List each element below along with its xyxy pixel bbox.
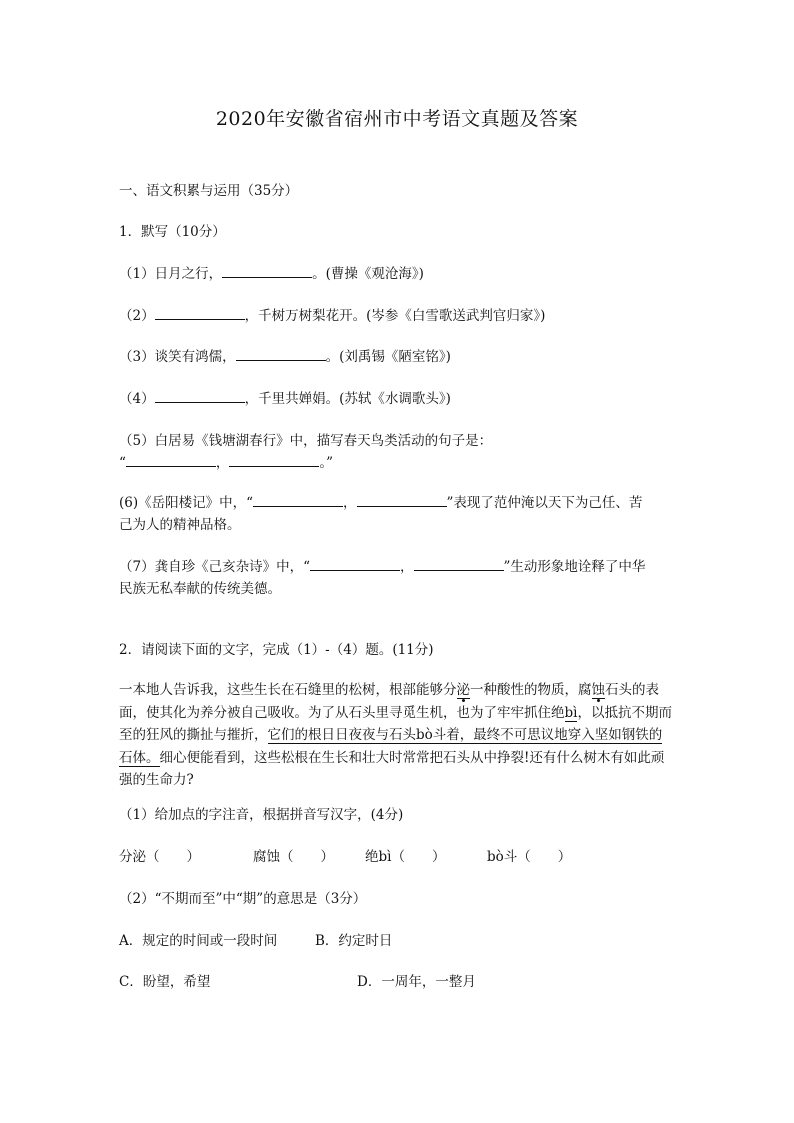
q1-item-6-line2: 己为人的精神品格。 [119,517,241,533]
q1-item-4: （4） ，千里共婵娟。(苏轼《水调歌头》) [119,388,451,410]
reading-passage: 一本地人告诉我，这些生长在石缝里的松树，根部能够分泌一种酸性的物质，腐蚀石头的表面，使其化为养分被自己吸收。为了从石头里寻觅生机，也为了牢牢抓住绝bì，以抵抗不期而至的狂风的撕扯与摧折，它们的根日日夜夜与石头bò斗着，最终不可思议地穿入坚如钢铁的石体。细心便能看到，这些松根在生长和壮大时常常把石头从中挣裂!还有什么树木有如此顽强的生命力? [119,682,672,788]
pinyin-item-juebi: 绝bì（ ） [365,849,446,865]
answer-blank[interactable] [310,556,400,571]
answer-blank[interactable] [126,452,216,467]
q1-item-6-line1: (6)《岳阳楼记》中，“ ， ”表现了范仲淹以天下为己任、苦 [119,492,642,514]
q1-item-2: （2） ，千树万树梨花开。(岑参《白雪歌送武判官归家》) [119,305,545,327]
underlined-sentence: 它们的根日日夜夜与石头bò斗着，最终不可思议地穿入坚如钢铁的石体。 [119,727,663,766]
q1-item-7-line2: 民族无私奉献的传统美德。 [119,581,281,597]
answer-blank[interactable] [222,263,312,278]
answer-blank[interactable] [357,492,447,507]
pinyin-item-bodou: bò斗（ ） [487,849,572,865]
q1-item-3: （3）谈笑有鸿儒， 。(刘禹锡《陋室铭》) [119,346,451,368]
option-a: A．规定的时间或一段时间 [119,933,278,949]
answer-blank[interactable] [229,452,319,467]
q1-item-5-line1: （5）白居易《钱塘湖春行》中，描写春天鸟类活动的句子是： [119,433,493,449]
answer-blank[interactable] [155,305,245,320]
dotted-char: 蚀 [591,682,605,698]
pinyin-item-fushi: 腐蚀（ ） [253,849,334,865]
q1-item-5-line2: “ ， 。” [119,452,333,474]
pinyin-underlined: bì [564,704,578,721]
q1-item-1: （1）日月之行， 。(曹操《观沧海》) [119,263,424,285]
question-1-heading: 1．默写（10分） [119,224,226,240]
document-title: 2020年安徽省宿州市中考语文真题及答案 [215,108,579,130]
answer-blank[interactable] [414,556,504,571]
pinyin-item-fenmi: 分泌（ ） [119,849,200,865]
dotted-char: 泌 [456,682,470,698]
answer-blank[interactable] [155,388,245,403]
option-c: C．盼望，希望 [119,974,211,990]
answer-blank[interactable] [253,492,343,507]
question-2-heading: 2．请阅读下面的文字，完成（1）-（4）题。(11分) [119,642,434,658]
q2-sub2-heading: （2）“不期而至”中“期”的意思是（3分） [119,891,367,907]
section-heading: 一、语文积累与运用（35分） [119,183,299,199]
option-d: D．一周年，一整月 [357,974,476,990]
answer-blank[interactable] [236,346,326,361]
q1-item-7-line1: （7）龚自珍《己亥杂诗》中，“ ， ”生动形象地诠释了中华 [119,556,645,578]
option-b: B．约定时日 [315,933,393,949]
q2-sub1-heading: （1）给加点的字注音，根据拼音写汉字，(4分) [119,807,404,823]
